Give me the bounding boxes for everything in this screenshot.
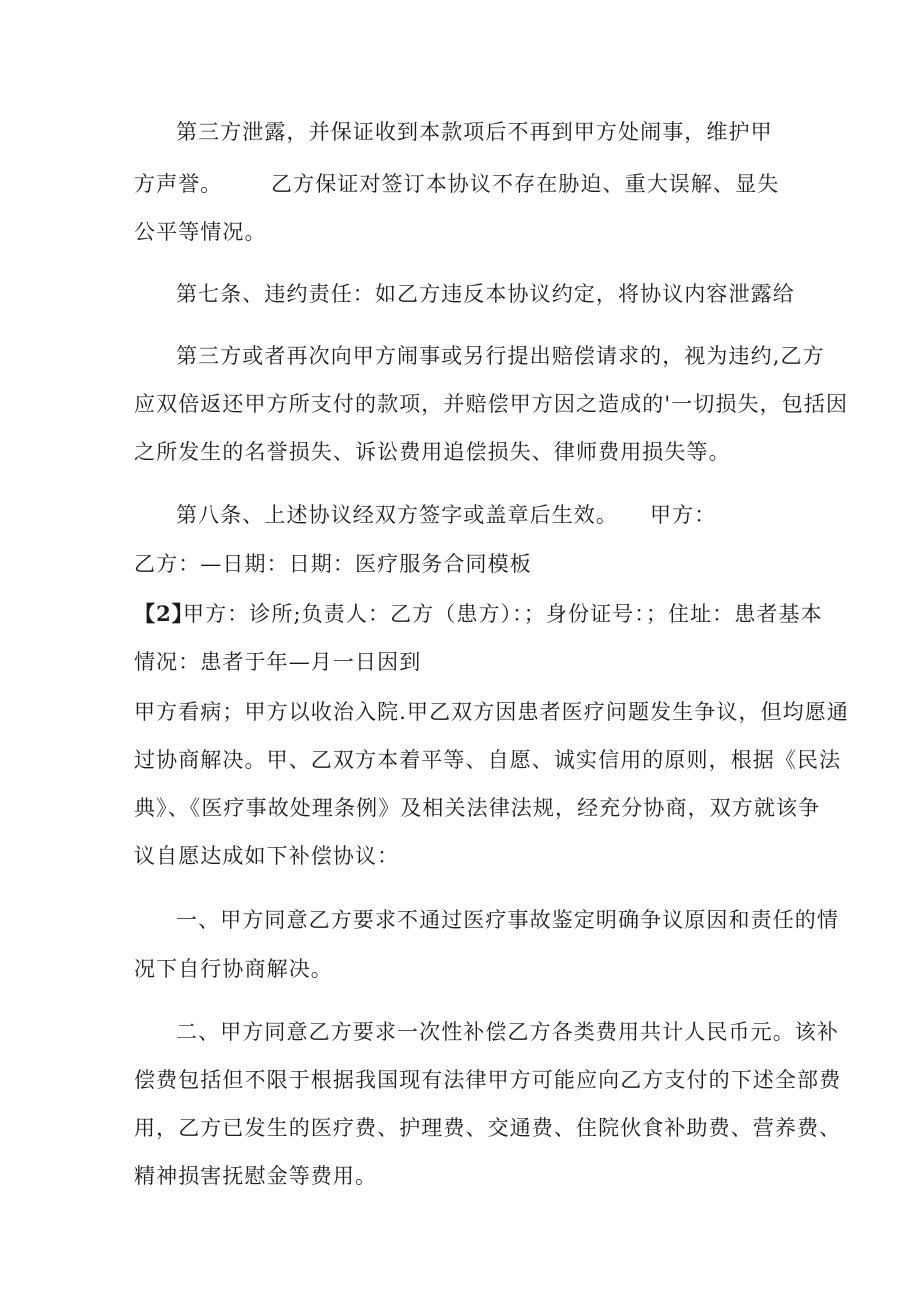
text-line: 第三方或者再次向甲方闹事或另行提出赔偿请求的，视为违约,乙方	[176, 344, 825, 368]
text-line: 况下自行协商解决。	[134, 957, 333, 981]
text-line: 情况：患者于年—月一日因到	[134, 650, 422, 674]
text-line: 乙方：—日期：日期：医疗服务合同模板	[134, 552, 532, 576]
text-line: 典》、《医疗事故处理条例》及相关法律法规，经充分协商，双方就该争	[134, 796, 821, 820]
text-line: 第八条、上述协议经双方签字或盖章后生效。	[176, 503, 618, 527]
text-line: 一、甲方同意乙方要求不通过医疗事故鉴定明确争议原因和责任的情	[176, 908, 839, 932]
text-line: 方声誉。	[134, 172, 223, 196]
text-line: 甲方：诊所;负责人：乙方（患方）：；身份证号：；住址：患者基本	[183, 602, 823, 626]
text-line: 用，乙方已发生的医疗费、护理费、交通费、住院伙食补助费、营养费、	[134, 1116, 842, 1140]
text-line: 过协商解决。甲、乙双方本着平等、自愿、诚实信用的原则，根据《民法	[134, 748, 842, 772]
text-line: 应双倍返还甲方所支付的款项，并赔偿甲方因之造成的'一切损失，包括因	[134, 392, 849, 416]
text-line: 公平等情况。	[134, 220, 267, 244]
text-line: 精神损害抚慰金等费用。	[134, 1164, 378, 1188]
text-line: 之所发生的名誉损失、诉讼费用追偿损失、律师费用损失等。	[134, 440, 731, 464]
text-line: 二、甲方同意乙方要求一次性补偿乙方各类费用共计人民币元。该补	[176, 1020, 839, 1044]
text-line: 偿费包括但不限于根据我国现有法律甲方可能应向乙方支付的下述全部费	[134, 1068, 842, 1092]
text-line: 乙方保证对签订本协议不存在胁迫、重大误解、显失	[271, 172, 780, 196]
text-line: 甲方看病；甲方以收治入院.甲乙双方因患者医疗问题发生争议，但均愿通	[134, 700, 849, 724]
text-line: 甲方：	[650, 503, 717, 527]
text-line: 第三方泄露，并保证收到本款项后不再到甲方处闹事，维护甲	[176, 120, 773, 144]
text-line: 第七条、违约责任：如乙方违反本协议约定，将协议内容泄露给	[176, 282, 795, 306]
text-line: 议自愿达成如下补偿协议：	[134, 844, 400, 868]
section-marker: 【2】	[134, 601, 194, 626]
